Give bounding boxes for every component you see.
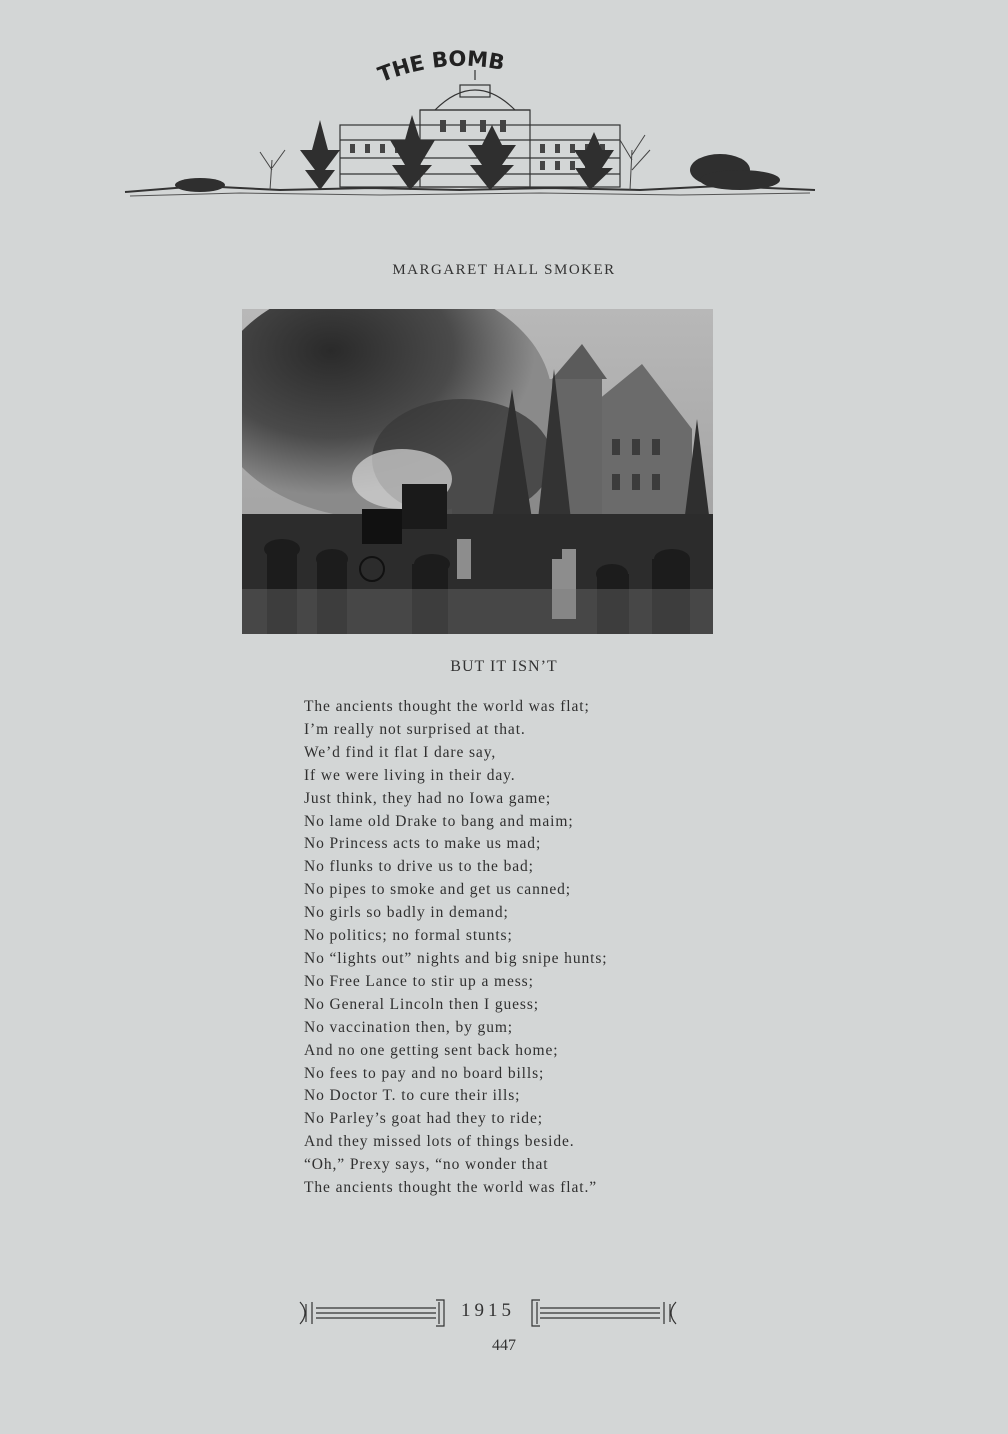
- poem-line: No politics; no formal stunts;: [304, 927, 513, 945]
- poem-line: No “lights out” nights and big snipe hunts;: [304, 949, 608, 967]
- poem-line: No vaccination then, by gum;: [304, 1018, 514, 1036]
- poem-line: We’d find it flat I dare say,: [304, 743, 497, 761]
- burning-building-photo-icon: [242, 309, 713, 634]
- footer-year: 1915: [461, 1300, 515, 1321]
- poem-line: No flunks to drive us to the bad;: [304, 858, 534, 876]
- poem-line: No Parley’s goat had they to ride;: [304, 1110, 543, 1128]
- poem-line: No pipes to smoke and get us canned;: [304, 881, 572, 899]
- poem-line: No Free Lance to stir up a mess;: [304, 972, 534, 990]
- banner-title: THE BOMB: [374, 46, 507, 87]
- poem-line: No fees to pay and no board bills;: [304, 1064, 545, 1082]
- campus-skyline-icon: [120, 40, 820, 210]
- poem-line: No Princess acts to make us mad;: [304, 835, 542, 853]
- page-number: 447: [492, 1337, 516, 1354]
- poem-line: Just think, they had no Iowa game;: [304, 789, 552, 807]
- poem-line: “Oh,” Prexy says, “no wonder that: [304, 1156, 549, 1174]
- poem-line: The ancients thought the world was flat.”: [304, 1179, 598, 1197]
- poem-body: [304, 696, 724, 1200]
- poem-line: If we were living in their day.: [304, 766, 516, 784]
- poem-line: And they missed lots of things beside.: [304, 1133, 575, 1151]
- photo-caption: MARGARET HALL SMOKER: [392, 262, 616, 278]
- poem-line: No lame old Drake to bang and maim;: [304, 812, 574, 830]
- poem-line: And no one getting sent back home;: [304, 1041, 559, 1059]
- poem-line: No Doctor T. to cure their ills;: [304, 1087, 521, 1105]
- poem-line: No General Lincoln then I guess;: [304, 995, 539, 1013]
- poem-line: I’m really not surprised at that.: [304, 720, 526, 738]
- poem-line: No girls so badly in demand;: [304, 904, 509, 922]
- header-banner: [120, 40, 820, 210]
- margaret-hall-photo: [242, 309, 713, 634]
- poem-line: The ancients thought the world was flat;: [304, 698, 590, 715]
- poem-title: BUT IT ISN’T: [450, 658, 558, 675]
